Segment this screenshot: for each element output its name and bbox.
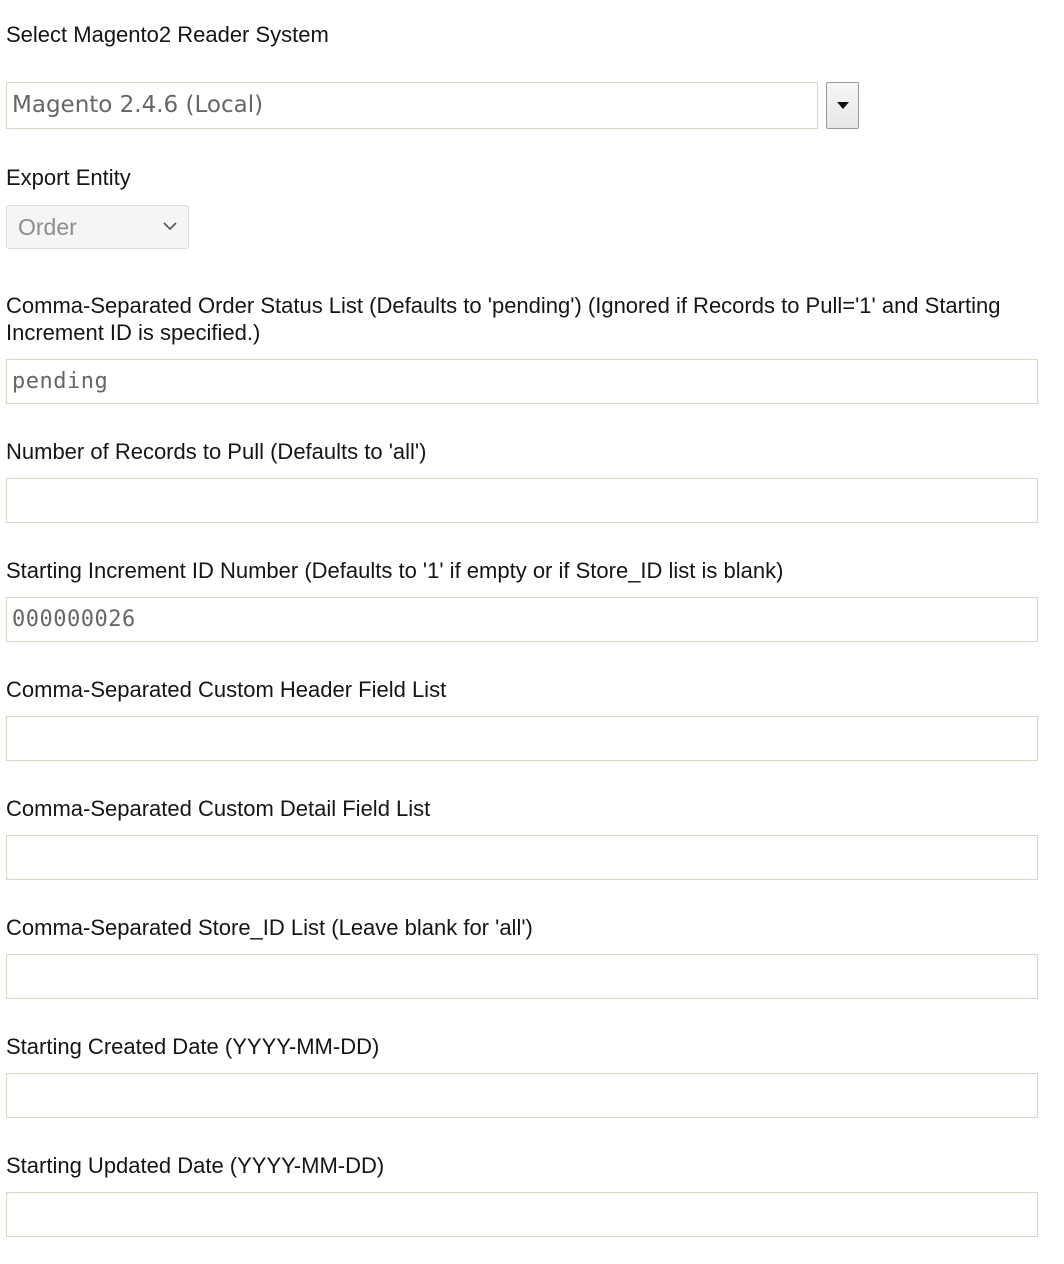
custom-header-fields-input[interactable] — [6, 716, 1038, 761]
chevron-down-icon — [162, 218, 178, 234]
custom-detail-fields-input[interactable] — [6, 835, 1038, 880]
reader-system-label: Select Magento2 Reader System — [6, 22, 329, 47]
reader-system-select[interactable]: Magento 2.4.6 (Local) — [6, 82, 818, 129]
export-entity-select[interactable] — [6, 205, 189, 249]
order-status-input[interactable] — [6, 359, 1038, 404]
starting-created-date-input[interactable] — [6, 1073, 1038, 1118]
custom-detail-fields-label: Comma-Separated Custom Detail Field List — [6, 796, 431, 821]
records-to-pull-label: Number of Records to Pull (Defaults to 'all') — [6, 439, 427, 464]
starting-increment-id-label: Starting Increment ID Number (Defaults to '1' if empty or if Store_ID list is blank) — [6, 558, 784, 583]
reader-system-dropdown-button[interactable] — [826, 82, 859, 129]
records-to-pull-input[interactable] — [6, 478, 1038, 523]
export-entity-label: Export Entity — [6, 165, 131, 190]
starting-updated-date-input[interactable] — [6, 1192, 1038, 1237]
export-entity-value: Order — [18, 214, 77, 240]
order-status-label: Comma-Separated Order Status List (Defaults to 'pending') (Ignored if Records to Pull='1' and Starting Increment ID is specified.) — [6, 293, 1001, 345]
custom-header-fields-label: Comma-Separated Custom Header Field List — [6, 677, 447, 702]
starting-updated-date-label: Starting Updated Date (YYYY-MM-DD) — [6, 1153, 385, 1178]
caret-down-icon — [837, 102, 849, 109]
starting-increment-id-input[interactable] — [6, 597, 1038, 642]
store-id-list-input[interactable] — [6, 954, 1038, 999]
store-id-list-label: Comma-Separated Store_ID List (Leave blank for 'all') — [6, 915, 533, 940]
starting-created-date-label: Starting Created Date (YYYY-MM-DD) — [6, 1034, 380, 1059]
